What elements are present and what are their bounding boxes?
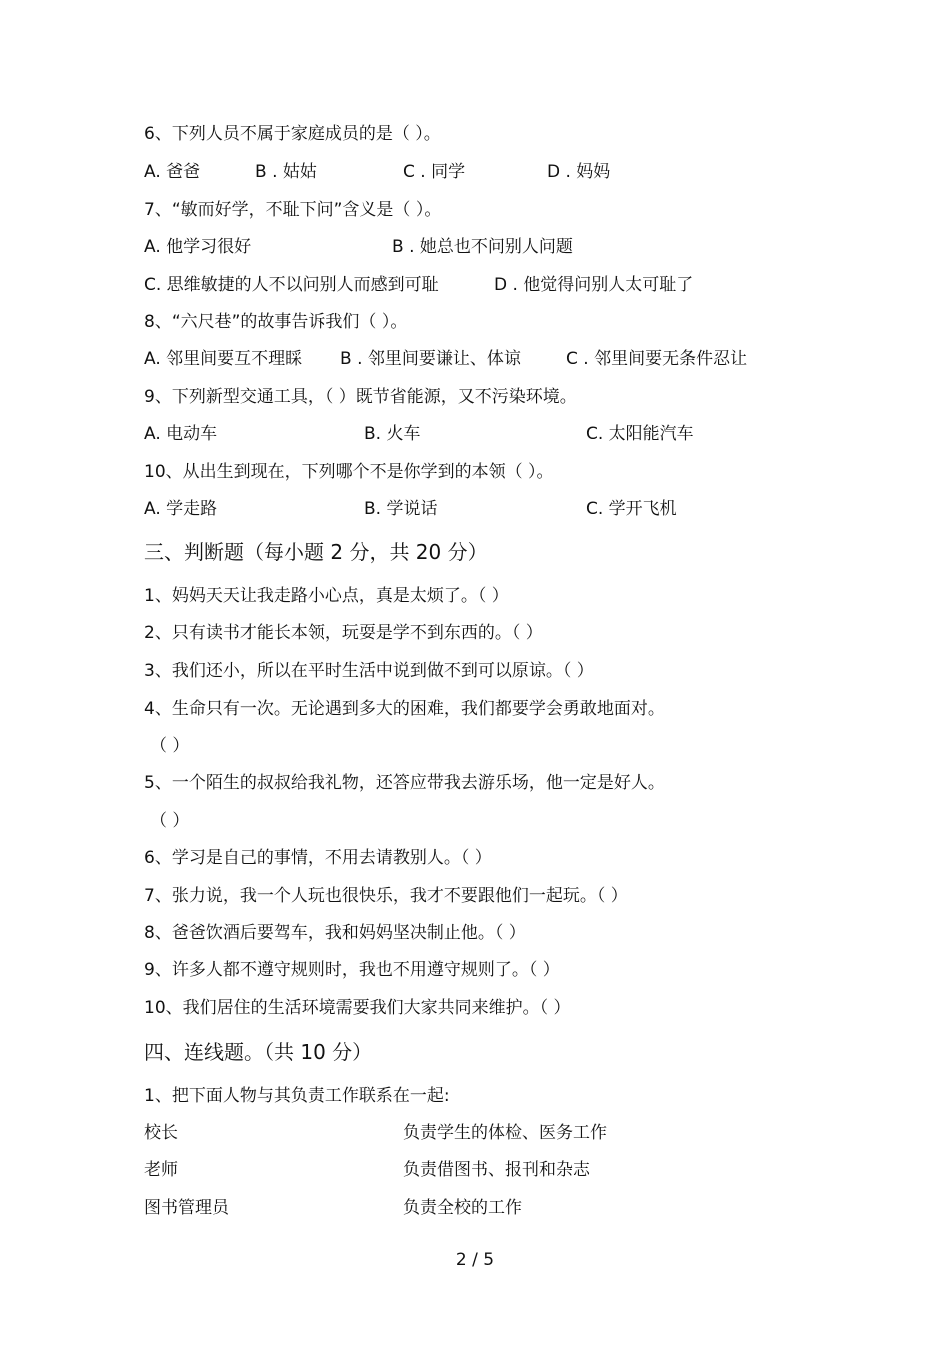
tf-item-6: 6、学习是自己的事情，不用去请教别人。（ ）	[144, 848, 492, 868]
tf-item-7: 7、张力说，我一个人玩也很快乐，我才不要跟他们一起玩。（ ）	[144, 886, 628, 906]
question-6-stem: 6、下列人员不属于家庭成员的是（ ）。	[144, 124, 441, 144]
question-10-stem: 10、从出生到现在，下列哪个不是你学到的本领（ ）。	[144, 462, 554, 482]
q10-option-a: A. 学走路	[144, 499, 218, 519]
match-right-item-3: 负责全校的工作	[403, 1198, 522, 1218]
q7-option-a: A. 他学习很好	[144, 237, 252, 257]
matching-instruction: 1、把下面人物与其负责工作联系在一起:	[144, 1086, 450, 1106]
match-right-item-1: 负责学生的体检、医务工作	[403, 1123, 607, 1143]
match-left-item-2: 老师	[144, 1160, 178, 1180]
match-left-item-3: 图书管理员	[144, 1198, 229, 1218]
q8-option-b: B . 邻里间要谦让、体谅	[340, 349, 521, 369]
page-number: 2 / 5	[455, 1250, 495, 1270]
q7-option-c: C. 思维敏捷的人不以问别人而感到可耻	[144, 275, 439, 295]
q10-option-b: B. 学说话	[364, 499, 438, 519]
q10-option-c: C. 学开飞机	[586, 499, 677, 519]
true-false-section-heading: 三、判断题（每小题 2 分，共 20 分）	[144, 540, 488, 564]
q6-option-b: B . 姑姑	[255, 162, 317, 182]
tf-item-10: 10、我们居住的生活环境需要我们大家共同来维护。（ ）	[144, 998, 571, 1018]
q8-option-a: A. 邻里间要互不理睬	[144, 349, 303, 369]
tf-item-8: 8、爸爸饮酒后要驾车，我和妈妈坚决制止他。（ ）	[144, 923, 526, 943]
q7-option-d: D . 他觉得问别人太可耻了	[494, 275, 694, 295]
tf-item-5-answer-blank: （ ）	[150, 811, 190, 831]
tf-item-5: 5、一个陌生的叔叔给我礼物，还答应带我去游乐场，他一定是好人。	[144, 773, 665, 793]
q9-option-c: C. 太阳能汽车	[586, 424, 694, 444]
q9-option-a: A. 电动车	[144, 424, 218, 444]
q8-option-c: C . 邻里间要无条件忍让	[566, 349, 748, 369]
question-8-stem: 8、“六尺巷”的故事告诉我们（ ）。	[144, 312, 408, 332]
q6-option-a: A. 爸爸	[144, 162, 201, 182]
question-9-stem: 9、下列新型交通工具，（ ）既节省能源，又不污染环境。	[144, 387, 577, 407]
tf-item-2: 2、只有读书才能长本领，玩耍是学不到东西的。（ ）	[144, 623, 543, 643]
q6-option-c: C . 同学	[403, 162, 466, 182]
q6-option-d: D . 妈妈	[547, 162, 611, 182]
tf-item-4: 4、生命只有一次。无论遇到多大的困难，我们都要学会勇敢地面对。	[144, 699, 665, 719]
q7-option-b: B . 她总也不问别人问题	[392, 237, 573, 257]
tf-item-1: 1、妈妈天天让我走路小心点，真是太烦了。（ ）	[144, 586, 509, 606]
q9-option-b: B. 火车	[364, 424, 421, 444]
tf-item-9: 9、许多人都不遵守规则时，我也不用遵守规则了。（ ）	[144, 960, 560, 980]
match-left-item-1: 校长	[144, 1123, 178, 1143]
match-right-item-2: 负责借图书、报刊和杂志	[403, 1160, 590, 1180]
tf-item-4-answer-blank: （ ）	[150, 736, 190, 756]
tf-item-3: 3、我们还小，所以在平时生活中说到做不到可以原谅。（ ）	[144, 661, 594, 681]
question-7-stem: 7、“敏而好学，不耻下问”含义是（ ）。	[144, 200, 442, 220]
matching-section-heading: 四、连线题。（共 10 分）	[144, 1040, 373, 1064]
